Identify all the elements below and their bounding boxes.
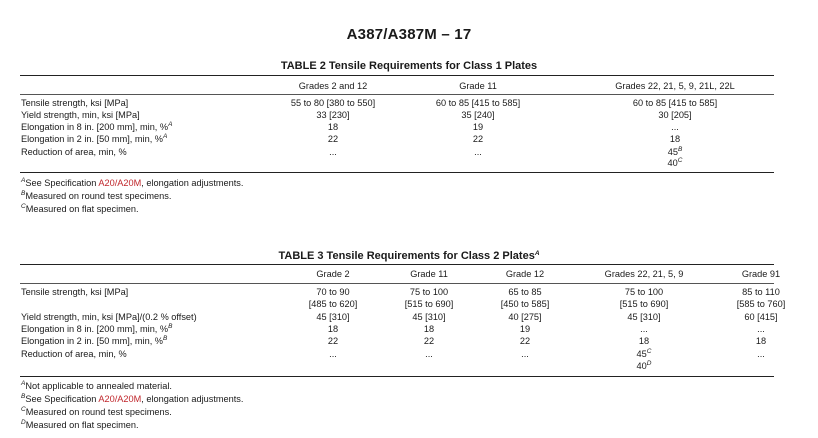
table3-col-header: Grade 2 [316,269,350,279]
table2-cell: 18 [669,134,681,144]
table2-footnote: $^A$See Specification A20/A20M, elongation adjustments. [21,177,244,188]
table2-cell: 60 to 85 [415 to 585] [632,98,718,108]
table2-cell: ... [671,122,679,132]
table2-footnote: $^B$Measured on round test specimens. [21,190,172,201]
table2-cell-extra: $40^C$ [667,157,683,168]
table2-top-rule [20,75,774,76]
table3-cell: [515 to 690] [619,299,669,309]
table3-cell: [450 to 585] [500,299,550,309]
table3-top-rule [20,264,774,265]
table2-cell: 19 [472,122,484,132]
table2-cell: 35 [240] [461,110,495,120]
table3-bottom-rule [20,376,774,377]
table3-col-header: Grades 22, 21, 5, 9 [604,269,684,279]
table2-bottom-rule [20,172,774,173]
table2-cell: 60 to 85 [415 to 585] [435,98,521,108]
table3-cell: 19 [519,324,531,334]
table2-header-rule [20,94,774,95]
table2-row-label: Elongation in 8 in. [200 mm], min, %$^A$ [21,121,173,132]
table3-cell: ... [757,349,765,359]
table3-row-label: Elongation in 8 in. [200 mm], min, %$^B$ [21,323,173,334]
table2-cell: 22 [472,134,484,144]
table3-cell: 65 to 85 [508,287,542,297]
table3-footnote: $^C$Measured on round test specimens. [21,406,172,417]
table3-cell: 40 [275] [508,312,542,322]
table3-cell: 18 [755,336,767,346]
table3-header-rule [20,283,774,284]
table3-cell: 22 [423,336,435,346]
table3-col-header: Grade 12 [505,269,545,279]
table3-cell-extra: $40^D$ [636,360,652,371]
table2-cell: 22 [327,134,339,144]
table3-cell: 22 [327,336,339,346]
table3-footnote: $^B$See Specification A20/A20M, elongation adjustments. [21,393,244,404]
table3-cell: [585 to 760] [736,299,786,309]
table2-row-label: Tensile strength, ksi [MPa] [21,98,129,108]
table3-cell: 60 [415] [744,312,778,322]
table3-cell: 85 to 110 [742,287,780,297]
table3-footnote: $^A$Not applicable to annealed material. [21,380,172,391]
table2-caption: TABLE 2 Tensile Requirements for Class 1 Plates [280,60,538,72]
table3-footnote: $^D$Measured on flat specimen. [21,419,139,430]
table2-col-header: Grades 22, 21, 5, 9, 21L, 22L [615,81,735,91]
table3-cell: 45 [310] [316,312,350,322]
table3-col-header: Grade 11 [410,269,448,279]
spec-link[interactable]: A20/A20M [98,178,142,188]
table2-cell: 55 to 80 [380 to 550] [290,98,376,108]
table2-footnote: $^C$Measured on flat specimen. [21,203,139,214]
table3-cell: 70 to 90 [316,287,350,297]
table3-cell: ... [329,349,337,359]
table3-cell: ... [757,324,765,334]
table3-cell: 22 [519,336,531,346]
table2-row-label: Elongation in 2 in. [50 mm], min, %$^A$ [21,133,168,144]
table2-cell: 33 [230] [316,110,350,120]
table3-cell: ... [640,324,648,334]
table3-row-label: Reduction of area, min, % [21,349,127,359]
table3-cell: 18 [327,324,339,334]
table2-col-header: Grades 2 and 12 [298,81,368,91]
table3-row-label: Yield strength, min, ksi [MPa]/(0.2 % offset) [21,312,197,322]
table3-caption: TABLE 3 Tensile Requirements for Class 2 Plates$^A$ [278,250,540,262]
spec-link[interactable]: A20/A20M [98,394,142,404]
table3-cell: $45^C$ [636,348,652,359]
table2-cell: 18 [327,122,339,132]
table3-col-header: Grade 91 [741,269,781,279]
table2-cell: ... [329,147,337,157]
table3-cell: 75 to 100 [624,287,664,297]
table3-row-label: Elongation in 2 in. [50 mm], min, %$^B$ [21,335,168,346]
table3-cell: [515 to 690] [404,299,454,309]
table3-cell: 18 [423,324,435,334]
table2-row-label: Yield strength, min, ksi [MPa] [21,110,140,120]
table2-cell: 30 [205] [658,110,692,120]
table3-row-label: Tensile strength, ksi [MPa] [21,287,129,297]
table3-cell: 45 [310] [627,312,661,322]
table3-cell: ... [521,349,529,359]
table3-cell: [485 to 620] [308,299,358,309]
table2-col-header: Grade 11 [459,81,497,91]
table2-cell: ... [474,147,482,157]
table3-cell: 75 to 100 [409,287,449,297]
table2-row-label: Reduction of area, min, % [21,147,127,157]
table2-cell: $45^B$ [667,146,683,157]
table3-cell: ... [425,349,433,359]
document-title: A387/A387M – 17 [346,26,472,43]
table3-cell: 45 [310] [412,312,446,322]
table3-cell: 18 [638,336,650,346]
